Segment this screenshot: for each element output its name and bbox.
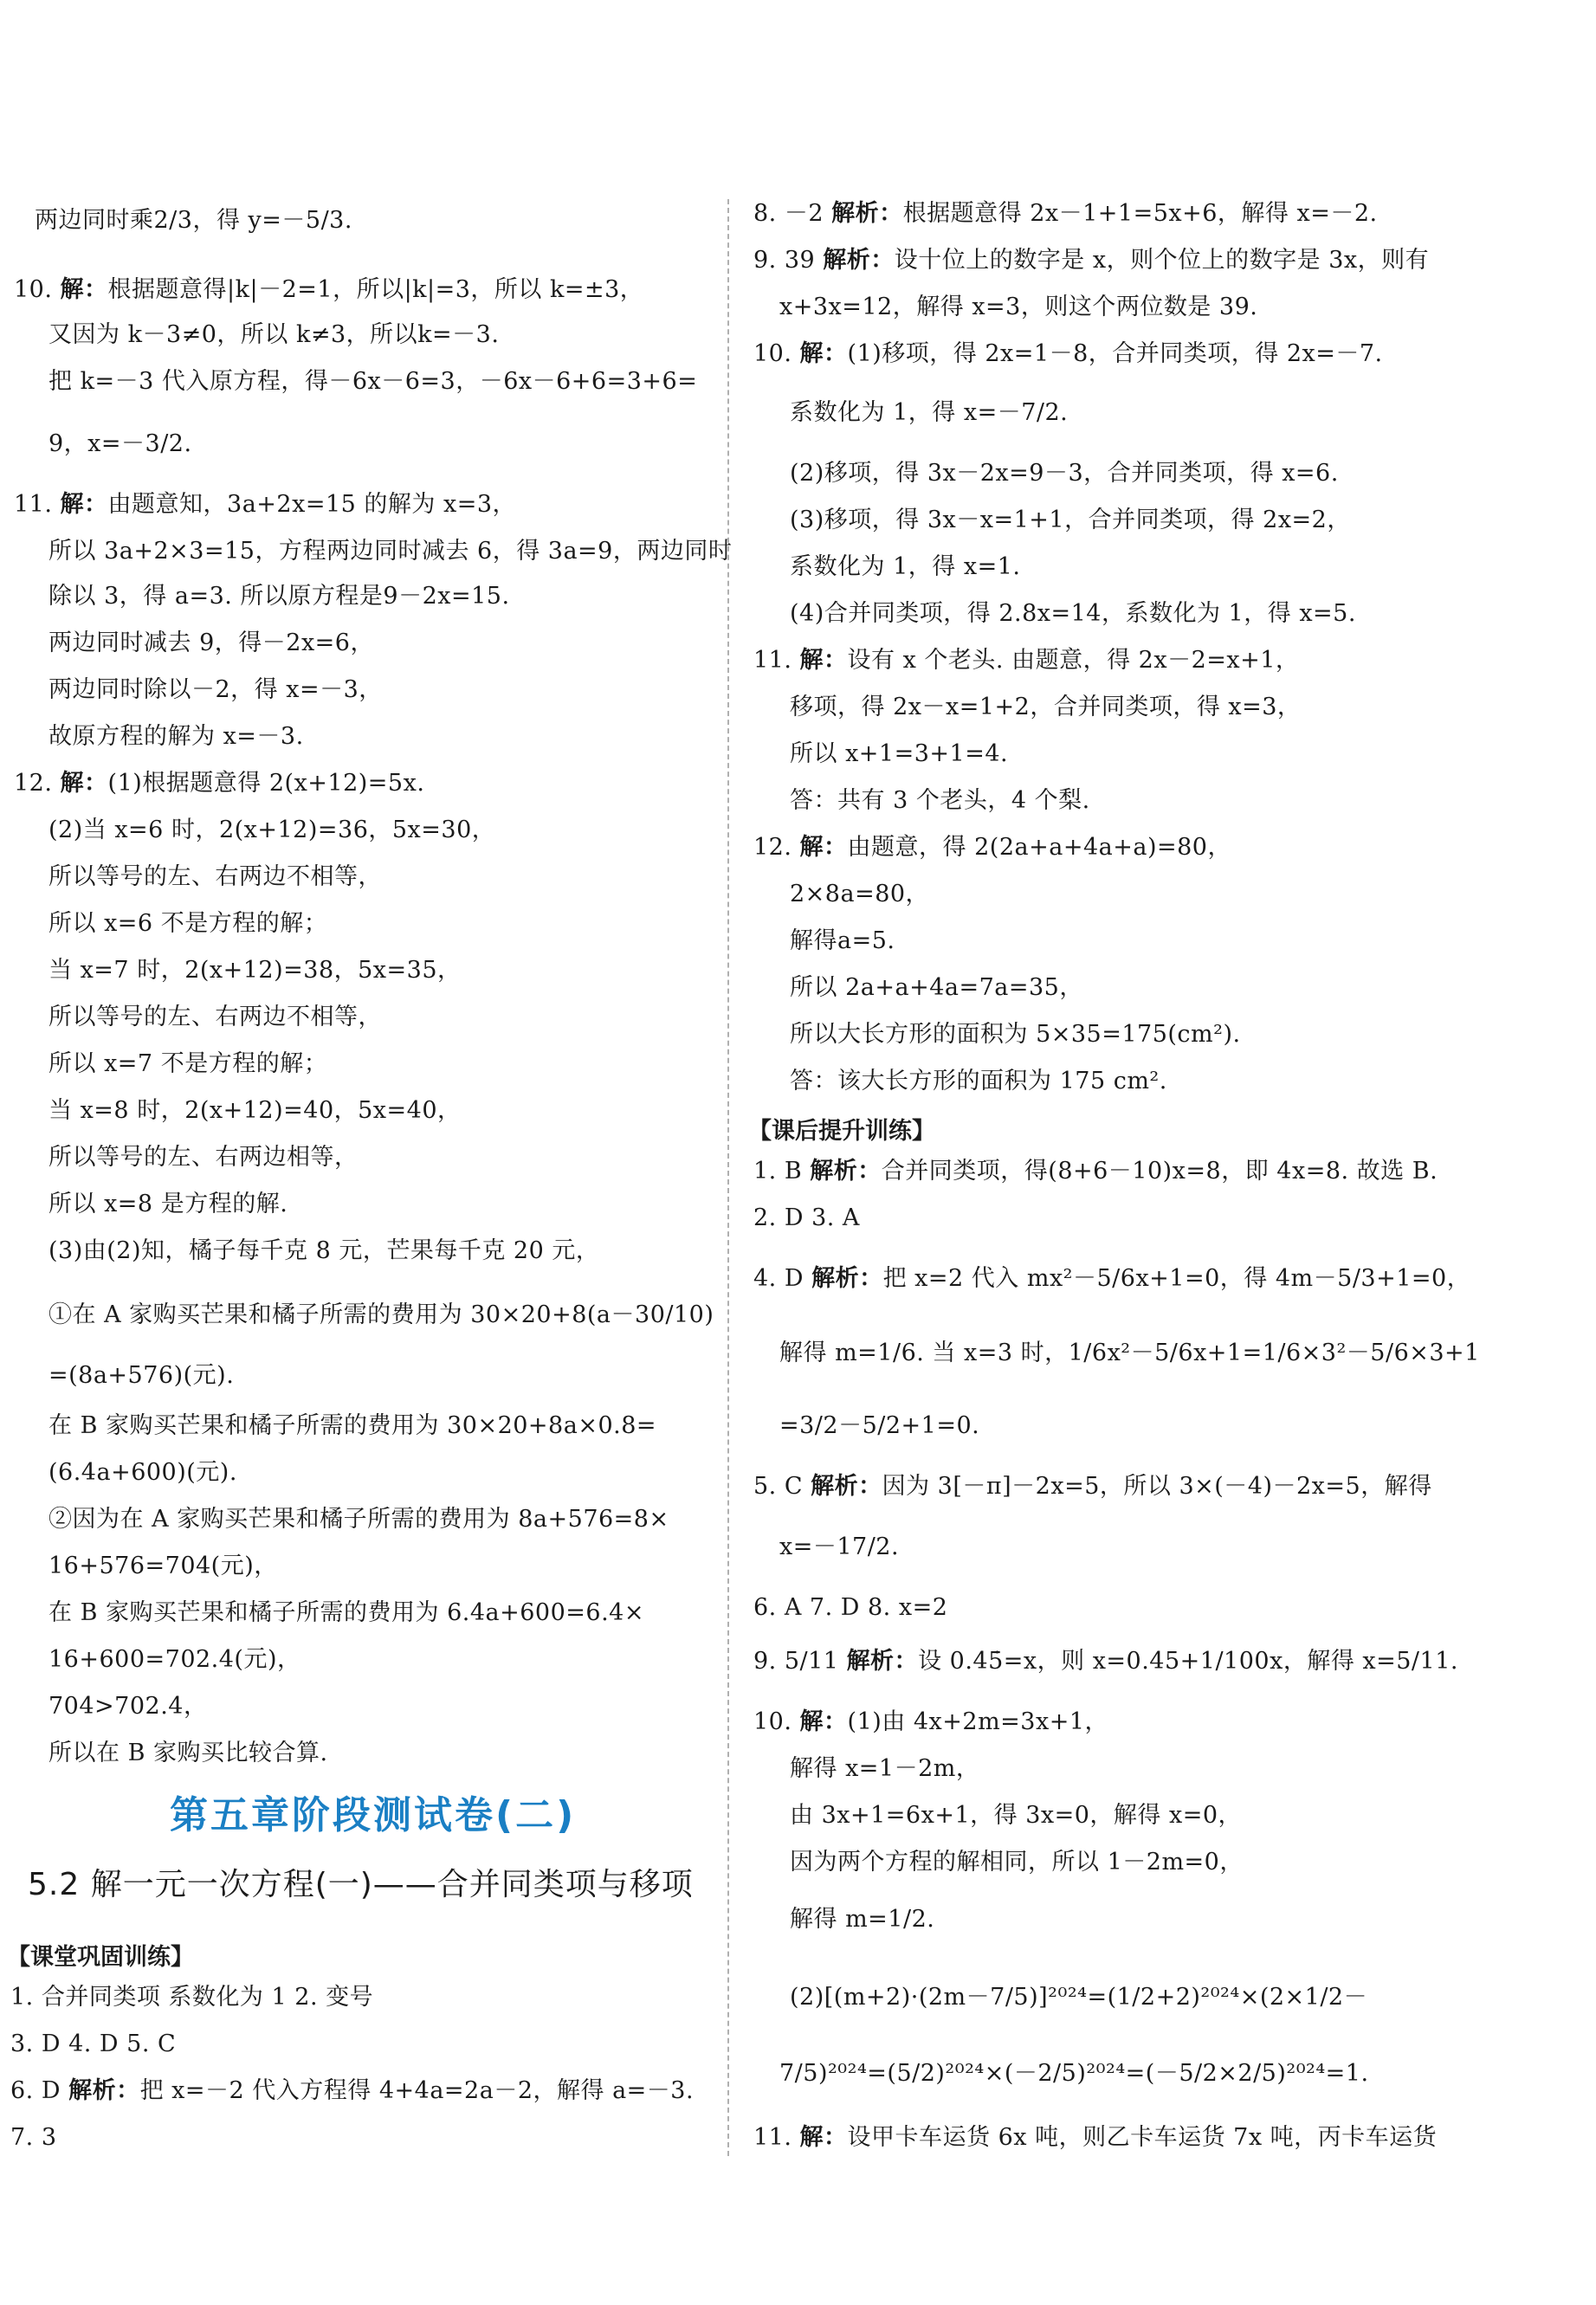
text-line: 1. 合并同类项 系数化为 1 2. 变号 <box>10 1984 374 2011</box>
text-line: (2)[(m+2)·(2m－7/5)]²⁰²⁴=(1/2+2)²⁰²⁴×(2×1/2－ <box>790 1984 1368 2011</box>
text-line: 所以 3a+2×3=15，方程两边同时减去 6，得 3a=9，两边同时 <box>48 538 733 565</box>
text-line: 所以 x=8 是方程的解. <box>48 1191 288 1217</box>
text-line: 所以等号的左、右两边不相等， <box>48 1004 382 1030</box>
text-line: 11. 解：设甲卡车运货 6x 吨，则乙卡车运货 7x 吨，丙卡车运货 <box>753 2124 1438 2151</box>
text-line: 由 3x+1=6x+1，得 3x=0，解得 x=0， <box>790 1802 1243 1829</box>
text-line: (6.4a+600)(元). <box>48 1459 237 1486</box>
text-line: 4. D 解析：把 x=2 代入 mx²－5/6x+1=0，得 4m－5/3+1=0， <box>753 1265 1471 1292</box>
text-line: 又因为 k－3≠0，所以 k≠3，所以k=－3. <box>48 321 500 348</box>
text-line: x+3x=12，解得 x=3，则这个两位数是 39. <box>779 294 1258 320</box>
text-line: 当 x=7 时，2(x+12)=38，5x=35， <box>48 957 462 984</box>
text-line: (2)移项，得 3x－2x=9－3，合并同类项，得 x=6. <box>790 460 1339 487</box>
text-line: 8. －2 解析：根据题意得 2x－1+1=5x+6，解得 x=－2. <box>753 200 1378 227</box>
text-line: 把 k=－3 代入原方程，得－6x－6=3，－6x－6+6=3+6= <box>48 368 698 395</box>
section-label: 【课堂巩固训练】 <box>7 1944 194 1971</box>
text-line: (3)由(2)知，橘子每千克 8 元，芒果每千克 20 元， <box>48 1237 600 1264</box>
text-line: 所以大长方形的面积为 5×35=175(cm²). <box>790 1021 1241 1048</box>
text-line: 两边同时乘2/3，得 y=－5/3. <box>35 207 352 234</box>
text-line: 所以 x=7 不是方程的解； <box>48 1050 328 1077</box>
text-line: 所以等号的左、右两边相等， <box>48 1144 359 1171</box>
text-line: 6. A 7. D 8. x=2 <box>753 1594 948 1621</box>
text-line: 移项，得 2x－x=1+2，合并同类项，得 x=3， <box>790 694 1302 720</box>
chapter-title: 第五章阶段测试卷(二) <box>170 1793 577 1837</box>
text-line: 系数化为 1，得 x=1. <box>790 553 1021 580</box>
text-line: 5. C 解析：因为 3[－π]－2x=5，所以 3×(－4)－2x=5，解得 <box>753 1473 1432 1500</box>
text-line: 所以 x=6 不是方程的解； <box>48 910 328 937</box>
text-line: 所以等号的左、右两边不相等， <box>48 863 382 890</box>
text-line: 系数化为 1，得 x=－7/2. <box>790 399 1069 426</box>
text-line: x=－17/2. <box>779 1533 900 1560</box>
text-line: 答：该大长方形的面积为 175 cm². <box>790 1068 1167 1094</box>
section-label: 【课后提升训练】 <box>748 1118 935 1145</box>
text-line: 所以 2a+a+4a=7a=35， <box>790 974 1083 1001</box>
text-line: 解得a=5. <box>790 927 895 954</box>
text-line: ①在 A 家购买芒果和橘子所需的费用为 30×20+8(a－30/10) <box>48 1301 714 1328</box>
text-line: (4)合并同类项，得 2.8x=14，系数化为 1，得 x=5. <box>790 600 1356 627</box>
text-line: 故原方程的解为 x=－3. <box>48 723 304 750</box>
text-line: 11. 解：由题意知，3a+2x=15 的解为 x=3， <box>14 491 517 518</box>
text-line: 11. 解：设有 x 个老头. 由题意，得 2x－2=x+1， <box>753 647 1300 674</box>
text-line: 9. 5/11 解析：设 0.4̇5̇=x，则 x=0.45+1/100x，解得 x=5/11. <box>753 1648 1458 1675</box>
text-line: 7/5)²⁰²⁴=(5/2)²⁰²⁴×(－2/5)²⁰²⁴=(－5/2×2/5)²⁰²⁴=1. <box>779 2060 1369 2087</box>
text-line: 12. 解：由题意，得 2(2a+a+4a+a)=80， <box>753 834 1231 861</box>
text-line: 2×8a=80， <box>790 881 930 907</box>
text-line: =3/2－5/2+1=0. <box>779 1412 980 1439</box>
text-line: 9. 39 解析：设十位上的数字是 x，则个位上的数字是 3x，则有 <box>753 247 1430 274</box>
text-line: 1. B 解析：合并同类项，得(8+6－10)x=8，即 4x=8. 故选 B. <box>753 1158 1438 1185</box>
text-line: 3. D 4. D 5. C <box>10 2031 177 2057</box>
text-line: 解得 m=1/6. 当 x=3 时，1/6x²－5/6x+1=1/6×3²－5/6×3+1 <box>779 1340 1480 1366</box>
text-line: (2)当 x=6 时，2(x+12)=36，5x=30， <box>48 817 496 843</box>
text-line: =(8a+576)(元). <box>48 1362 235 1389</box>
text-line: ②因为在 A 家购买芒果和橘子所需的费用为 8a+576=8× <box>48 1506 669 1533</box>
text-line: 9，x=－3/2. <box>48 430 192 457</box>
text-line: 两边同时减去 9，得－2x=6， <box>48 630 374 656</box>
text-line: 10. 解：根据题意得|k|－2=1，所以|k|=3，所以 k=±3， <box>14 276 644 303</box>
text-line: 在 B 家购买芒果和橘子所需的费用为 30×20+8a×0.8= <box>48 1412 657 1439</box>
text-line: 所以在 B 家购买比较合算. <box>48 1740 328 1766</box>
text-line: 两边同时除以－2，得 x=－3， <box>48 676 383 703</box>
column-divider <box>727 199 729 2156</box>
text-line: 10. 解：(1)由 4x+2m=3x+1， <box>753 1708 1108 1735</box>
section-title: 5.2 解一元一次方程(一)——合并同类项与移项 <box>28 1867 694 1902</box>
text-line: 7. 3 <box>10 2124 57 2151</box>
text-line: 16+600=702.4(元)， <box>48 1646 301 1673</box>
text-line: 2. D 3. A <box>753 1204 860 1231</box>
text-line: 解得 m=1/2. <box>790 1906 935 1933</box>
text-line: 除以 3，得 a=3. 所以原方程是9－2x=15. <box>48 583 510 610</box>
text-line: 10. 解：(1)移项，得 2x=1－8，合并同类项，得 2x=－7. <box>753 340 1383 367</box>
text-line: 答：共有 3 个老头，4 个梨. <box>790 787 1090 814</box>
text-line: 因为两个方程的解相同，所以 1－2m=0， <box>790 1849 1244 1876</box>
text-line: 在 B 家购买芒果和橘子所需的费用为 6.4a+600=6.4× <box>48 1599 644 1626</box>
text-line: 解得 x=1－2m， <box>790 1755 980 1782</box>
text-line: 16+576=704(元)， <box>48 1553 278 1579</box>
text-line: 当 x=8 时，2(x+12)=40，5x=40， <box>48 1097 462 1124</box>
text-line: 704>702.4， <box>48 1693 208 1720</box>
text-line: 所以 x+1=3+1=4. <box>790 740 1009 767</box>
text-line: (3)移项，得 3x－x=1+1，合并同类项，得 2x=2， <box>790 507 1351 533</box>
text-line: 12. 解：(1)根据题意得 2(x+12)=5x. <box>14 770 425 797</box>
text-line: 6. D 解析：把 x=－2 代入方程得 4+4a=2a－2，解得 a=－3. <box>10 2077 695 2104</box>
